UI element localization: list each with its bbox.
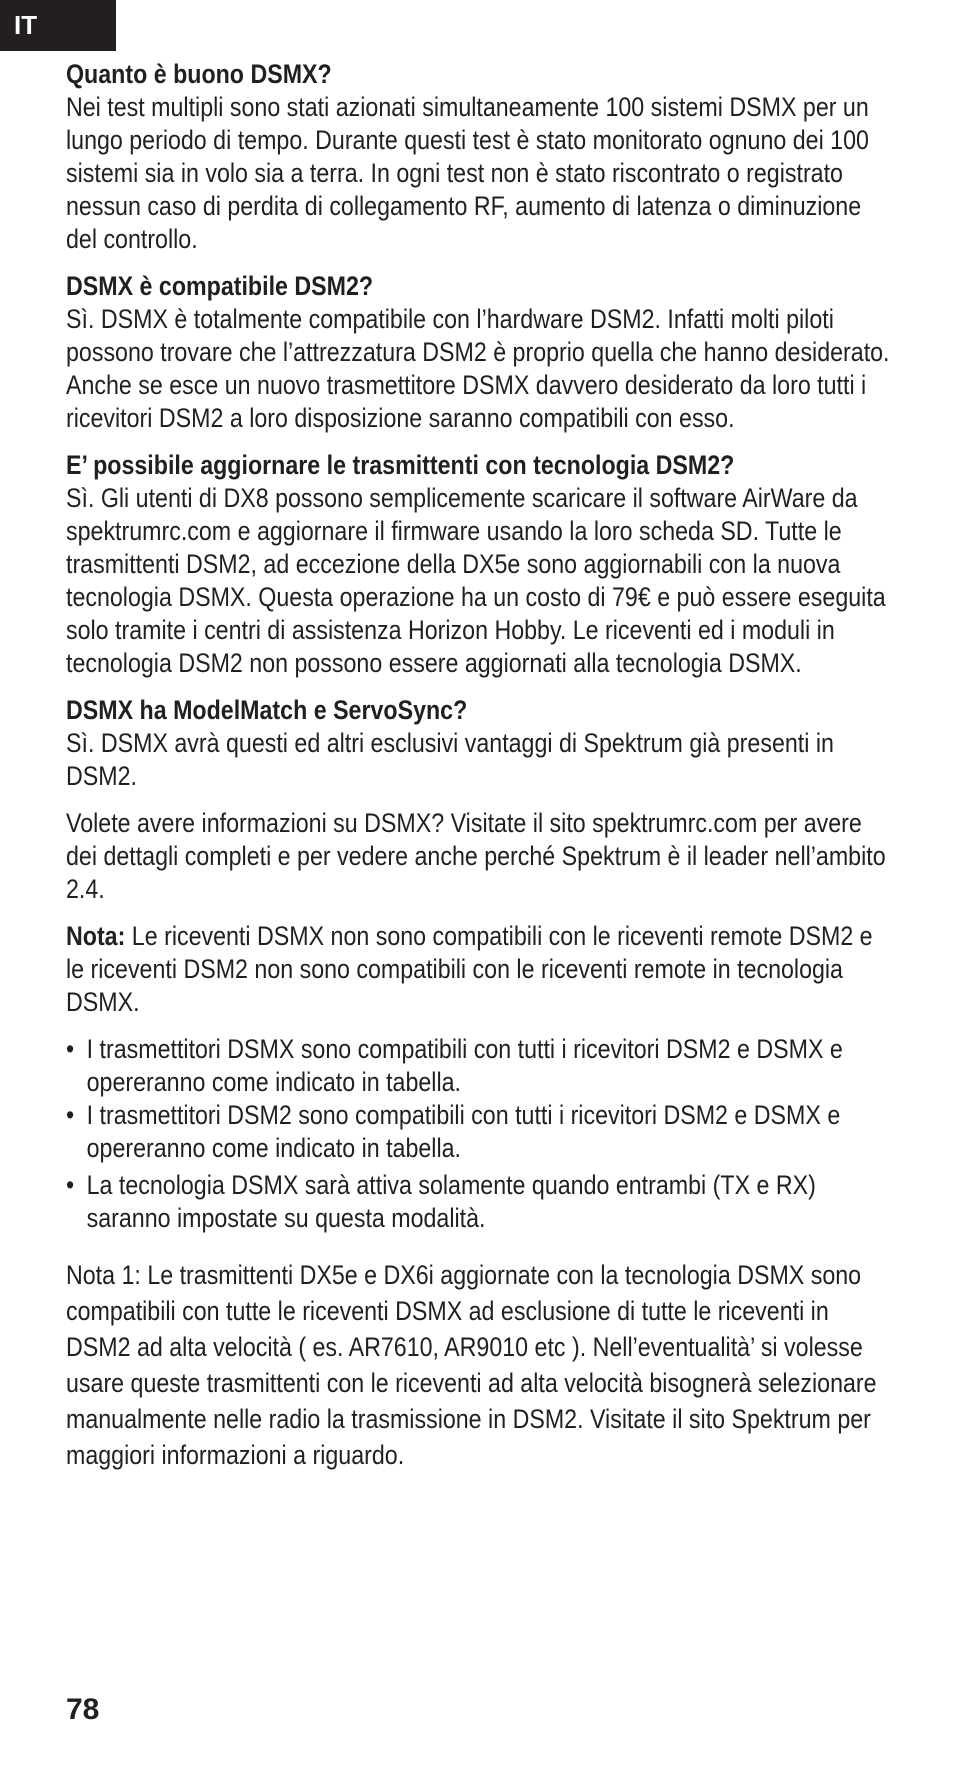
faq-question: Quanto è buono DSMX? xyxy=(66,59,332,89)
faq-section-2 xyxy=(66,270,892,435)
bullet-icon: • xyxy=(66,1034,75,1064)
note-text: Le riceventi DSMX non sono compatibili con le riceventi remote DSM2 e le riceventi DSM2 non sono compatibili con le riceventi remote in tecnologia DSMX. xyxy=(66,921,873,1017)
page-number: 78 xyxy=(66,1693,100,1726)
faq-answer: Sì. DSMX avrà questi ed altri esclusivi vantaggi di Spektrum già presenti in DSM2. xyxy=(66,728,834,791)
note-block xyxy=(66,920,892,1019)
list-item-text: I trasmettitori DSMX sono compatibili con tutti i ricevitori DSM2 e DSMX e opereranno come indicato in tabella. xyxy=(86,1034,843,1097)
faq-answer: Sì. Gli utenti di DX8 possono semplicemente scaricare il software AirWare da spektrumrc.com e aggiornare il firmware usando la loro scheda SD. Tutte le trasmittenti DSM2, ad eccezione della DX5e sono aggiornabili con la nuova tecnologia DSMX. Questa operazione ha un costo di 79€ e può essere eseguita solo tramite i centri di assistenza Horizon Hobby. Le riceventi ed i moduli in tecnologia DSM2 non possono essere aggiornati alla tecnologia DSMX. xyxy=(66,483,886,678)
faq-question: DSMX ha ModelMatch e ServoSync? xyxy=(66,695,468,725)
list-item xyxy=(66,1033,892,1099)
list-item-text: La tecnologia DSMX sarà attiva solamente quando entrambi (TX e RX) saranno impostate su questa modalità. xyxy=(86,1170,816,1233)
faq-question: DSMX è compatibile DSM2? xyxy=(66,271,374,301)
faq-section-3 xyxy=(66,449,892,680)
faq-question: E’ possibile aggiornare le trasmittenti con tecnologia DSM2? xyxy=(66,450,735,480)
compatibility-bullet-list xyxy=(66,1033,892,1235)
faq-section-4 xyxy=(66,694,892,793)
faq-section-1 xyxy=(66,58,892,256)
language-tab: IT xyxy=(0,0,116,51)
note-1-paragraph: Nota 1: Le trasmittenti DX5e e DX6i aggiornate con la tecnologia DSMX sono compatibili con tutte le riceventi DSMX ad esclusione di tutte le riceventi in DSM2 ad alta velocità ( es. AR7610, AR9010 etc ). Nell’eventualità’ si volesse usare queste trasmittenti con le riceventi ad alta velocità bisognerà selezionare manualmente nelle radio la trasmissione in DSM2. Visitate il sito Spektrum per maggiori informazioni a riguardo. xyxy=(66,1260,877,1470)
note-label: Nota: xyxy=(66,921,126,951)
info-paragraph-block xyxy=(66,807,892,906)
page-content xyxy=(66,58,892,1473)
list-item-text: I trasmettitori DSM2 sono compatibili con tutti i ricevitori DSM2 e DSMX e opereranno come indicato in tabella. xyxy=(86,1100,841,1163)
list-item xyxy=(66,1099,892,1165)
list-item xyxy=(66,1169,892,1235)
bullet-icon: • xyxy=(66,1100,75,1130)
faq-answer: Sì. DSMX è totalmente compatibile con l’hardware DSM2. Infatti molti piloti possono trovare che l’attrezzatura DSM2 è proprio quella che hanno desiderato. Anche se esce un nuovo trasmettitore DSMX davvero desiderato da loro tutti i ricevitori DSM2 a loro disposizione saranno compatibili con esso. xyxy=(66,304,890,433)
faq-answer: Nei test multipli sono stati azionati simultaneamente 100 sistemi DSMX per un lungo periodo di tempo. Durante questi test è stato monitorato ognuno dei 100 sistemi sia in volo sia a terra. In ogni test non è stato riscontrato o registrato nessun caso di perdita di collegamento RF, aumento di latenza o diminuzione del controllo. xyxy=(66,92,869,254)
note-paragraph xyxy=(66,920,892,1019)
info-paragraph: Volete avere informazioni su DSMX? Visitate il sito spektrumrc.com per avere dei dettagli completi e per vedere anche perché Spektrum è il leader nell’ambito 2.4. xyxy=(66,808,886,904)
bullet-icon: • xyxy=(66,1170,75,1200)
